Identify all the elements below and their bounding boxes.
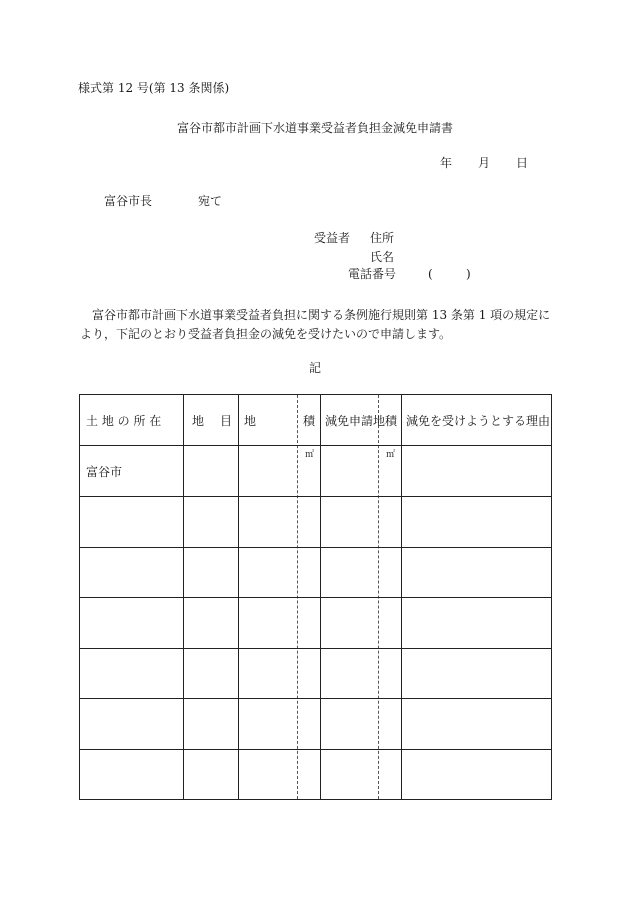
form-number: 様式第 12 号(第 13 条関係) bbox=[78, 81, 230, 95]
date-day-label: 日 bbox=[516, 156, 529, 170]
header-land-category-a: 地 bbox=[192, 414, 205, 428]
header-reason: 減免を受けようとする理由 bbox=[406, 414, 551, 428]
application-table bbox=[79, 394, 552, 800]
header-reduction-area: 減免申請地積 bbox=[325, 414, 398, 428]
addressee bbox=[104, 195, 222, 207]
phone-paren-close: ) bbox=[466, 267, 471, 281]
addressee-suffix: 宛て bbox=[198, 194, 223, 208]
date-year-label: 年 bbox=[440, 156, 453, 170]
date-line bbox=[440, 157, 528, 169]
header-land-category-b: 目 bbox=[220, 414, 233, 428]
header-area-a: 地 bbox=[244, 414, 257, 428]
body-text: 富谷市都市計画下水道事業受益者負担に関する条例施行規則第 13 条第 1 項の規定により，下記のとおり受益者負担金の減免を受けたいので申請します。 bbox=[80, 308, 551, 341]
applicant-phone-label: 電話番号 bbox=[348, 267, 397, 281]
note-mark: 記 bbox=[308, 361, 321, 375]
header-area-b: 積 bbox=[303, 414, 316, 428]
header-location: 土 地 の 所 在 bbox=[86, 414, 162, 428]
area-unit: ㎡ bbox=[305, 450, 315, 460]
row-location: 富谷市 bbox=[86, 465, 123, 479]
applicant-name-label: 氏名 bbox=[370, 250, 395, 264]
document-title: 富谷市都市計画下水道事業受益者負担金減免申請書 bbox=[176, 121, 453, 135]
phone-paren-open: ( bbox=[428, 267, 433, 281]
addressee-mayor: 富谷市長 bbox=[104, 194, 153, 208]
date-month-label: 月 bbox=[478, 156, 491, 170]
applicant-address-label: 住所 bbox=[370, 231, 395, 245]
applicant-label: 受益者 bbox=[314, 231, 351, 245]
reduction-area-unit: ㎡ bbox=[386, 450, 396, 460]
